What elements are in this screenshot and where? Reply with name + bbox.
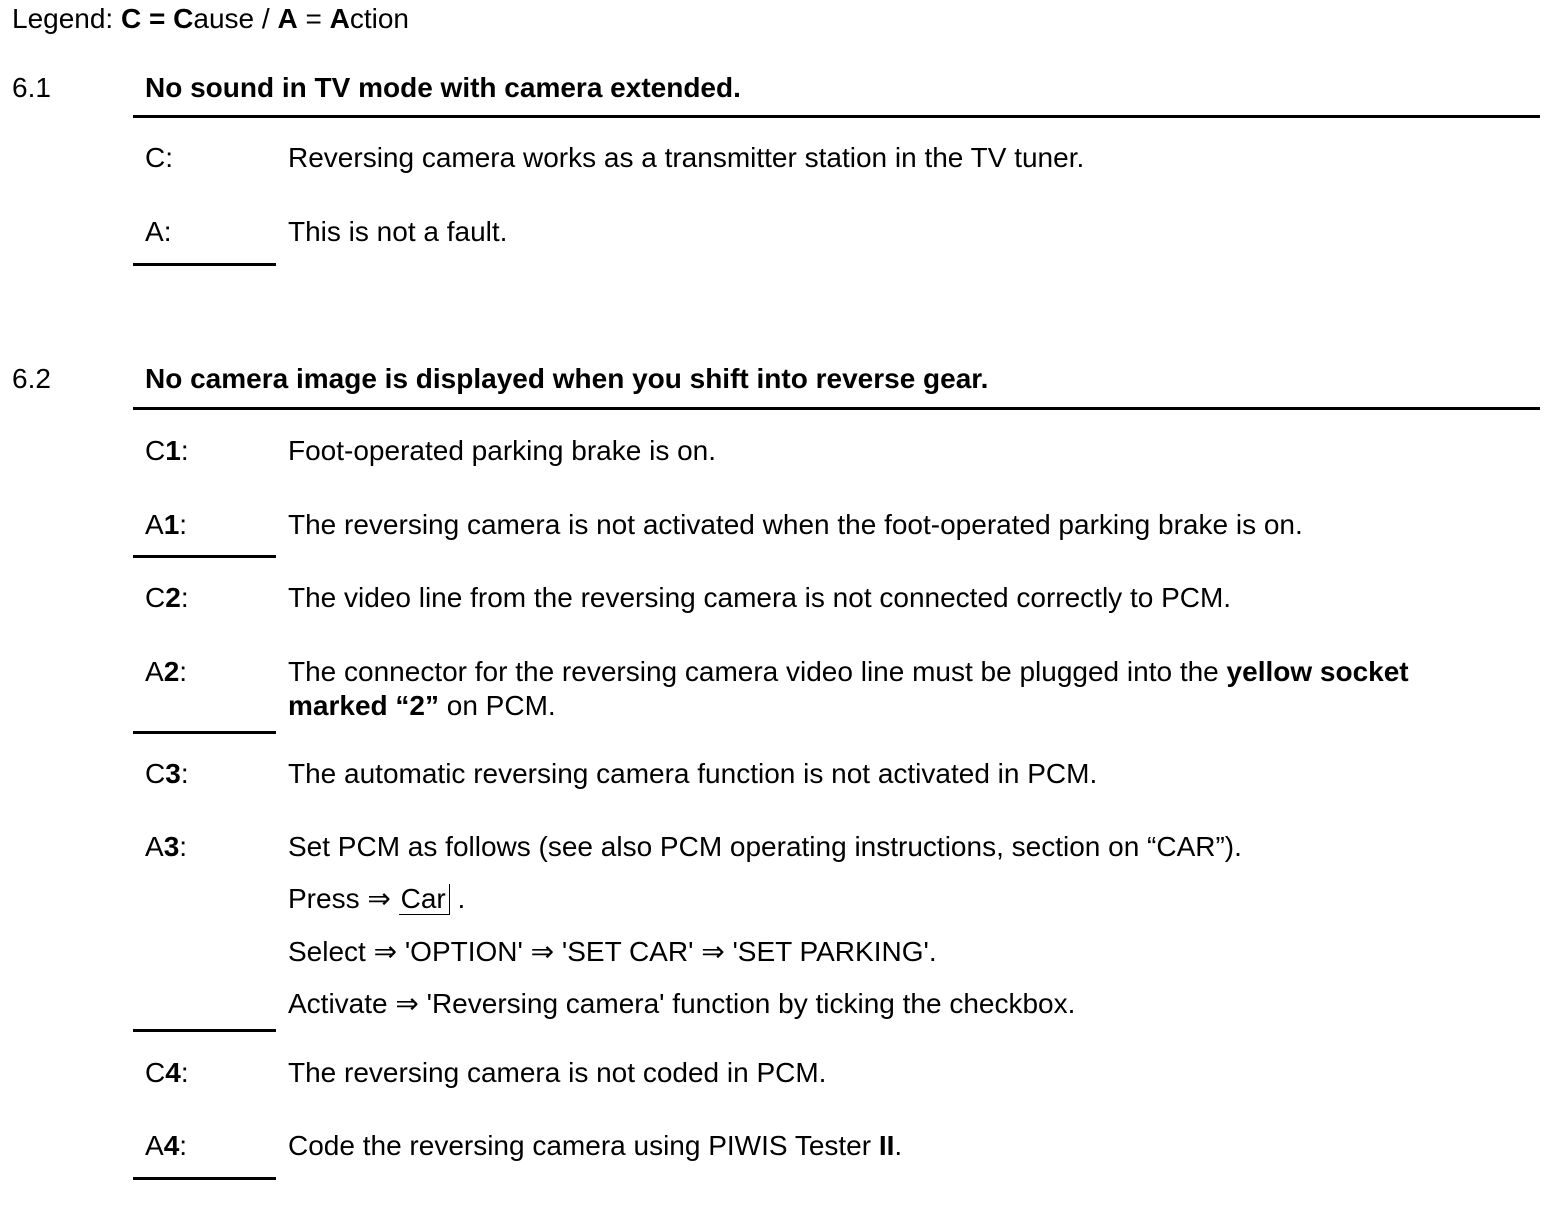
- action-step-press: Press ⇒ Car .: [288, 883, 466, 914]
- action-step-select: Select ⇒ 'OPTION' ⇒ 'SET CAR' ⇒ 'SET PARKING'.: [288, 936, 937, 967]
- legend-cause-cap: C: [173, 3, 194, 34]
- cause-text: The reversing camera is not coded in PCM.: [288, 1057, 827, 1088]
- action-text-line1: The connector for the reversing camera video line must be plugged into the yellow socket: [288, 656, 1409, 687]
- action-text: Set PCM as follows (see also PCM operating instructions, section on “CAR”).: [288, 831, 1242, 862]
- legend-cause-key: C: [121, 3, 142, 34]
- action-label: A2:: [145, 656, 188, 687]
- item-separator: [133, 1029, 276, 1032]
- cause-label: C4:: [145, 1057, 189, 1088]
- cause-text: Foot-operated parking brake is on.: [288, 435, 717, 466]
- action-text: Code the reversing camera using PIWIS Tester II.: [288, 1130, 903, 1161]
- section-title: No camera image is displayed when you shift into reverse gear.: [145, 363, 989, 394]
- legend-prefix: Legend:: [12, 3, 121, 34]
- section-title: No sound in TV mode with camera extended.: [145, 72, 741, 103]
- cause-label: C1:: [145, 435, 189, 466]
- item-separator: [133, 263, 276, 266]
- section-number: 6.1: [12, 72, 51, 103]
- cause-text: The automatic reversing camera function is not activated in PCM.: [288, 758, 1098, 789]
- section-rule: [133, 115, 1540, 118]
- legend-equals: =: [141, 3, 174, 34]
- legend-action-key: A: [277, 3, 298, 34]
- item-separator: [133, 1177, 276, 1180]
- cause-label: C:: [145, 142, 174, 173]
- car-key: Car: [399, 884, 450, 915]
- legend-action-rest: ction: [349, 3, 409, 34]
- action-step-activate: Activate ⇒ 'Reversing camera' function by ticking the checkbox.: [288, 988, 1076, 1019]
- action-label: A3:: [145, 831, 188, 862]
- legend: [12, 3, 409, 35]
- cause-text: The video line from the reversing camera is not connected correctly to PCM.: [288, 582, 1232, 613]
- legend-action-cap: A: [329, 3, 350, 34]
- cause-text: Reversing camera works as a transmitter station in the TV tuner.: [288, 142, 1085, 173]
- section-rule: [133, 407, 1540, 410]
- legend-cause-rest: ause: [193, 3, 255, 34]
- section-number: 6.2: [12, 363, 51, 394]
- action-label: A1:: [145, 509, 188, 540]
- action-text: This is not a fault.: [288, 216, 508, 247]
- action-label: A:: [145, 216, 172, 247]
- item-separator: [133, 731, 276, 734]
- action-text: The reversing camera is not activated when the foot-operated parking brake is on.: [288, 509, 1303, 540]
- action-label: A4:: [145, 1130, 188, 1161]
- cause-label: C3:: [145, 758, 189, 789]
- legend-equals: =: [297, 3, 330, 34]
- item-separator: [133, 555, 276, 558]
- legend-separator: /: [254, 3, 278, 34]
- action-text-line2: marked “2” on PCM.: [288, 690, 556, 721]
- cause-label: C2:: [145, 582, 189, 613]
